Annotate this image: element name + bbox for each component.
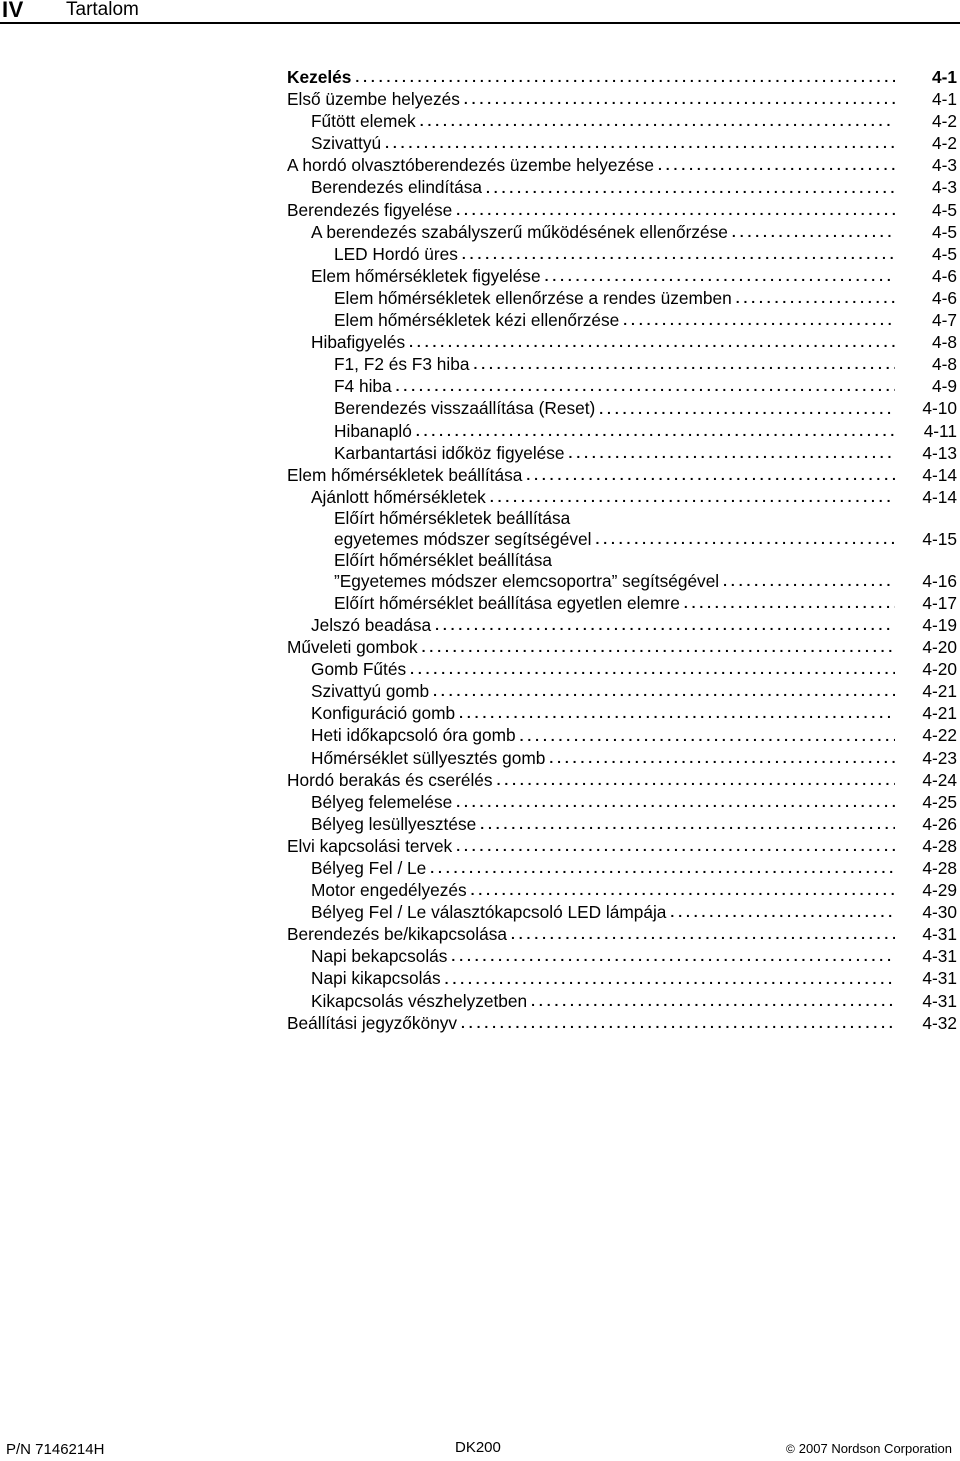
toc-entry-page: 4-22 <box>922 725 957 746</box>
toc-entry-page: 4-26 <box>922 813 957 834</box>
copyright-text: 2007 Nordson Corporation <box>798 1441 952 1456</box>
toc-entry-title: Napi kikapcsolás <box>311 968 441 989</box>
toc-entry-title: Berendezés be/kikapcsolása <box>287 924 507 945</box>
toc-entry-title: Berendezés elindítása <box>311 177 483 198</box>
toc-entry-label <box>311 265 541 287</box>
toc-entry[interactable] <box>287 265 959 287</box>
toc-entry-page: 4-9 <box>932 376 957 397</box>
toc-entry-title: Előírt hőmérséklet beállítása egyetlen elemre <box>334 592 680 613</box>
toc-entry-label <box>334 442 565 464</box>
toc-entry-label <box>287 769 493 791</box>
dot-leader <box>422 636 895 658</box>
dot-leader <box>456 835 895 857</box>
toc-entry[interactable] <box>287 442 959 464</box>
dot-leader <box>456 791 895 813</box>
toc-entry-label <box>311 702 455 724</box>
toc-entry-page: 4-2 <box>932 133 957 154</box>
toc-entry-label <box>311 857 426 879</box>
toc-entry-title: Bélyeg Fel / Le <box>311 858 427 878</box>
toc-entry-title: Motor engedélyezés <box>311 880 467 901</box>
toc-entry[interactable] <box>287 221 959 243</box>
toc-entry-label <box>311 331 405 353</box>
dot-leader <box>471 879 895 901</box>
dot-leader <box>464 88 895 110</box>
toc-entry[interactable] <box>287 813 959 835</box>
toc-entry-label <box>287 636 418 658</box>
toc-entry-page: 4-21 <box>922 681 957 702</box>
toc-entry[interactable] <box>287 420 959 442</box>
toc-entry-label <box>334 375 392 397</box>
dot-leader <box>420 110 895 132</box>
toc-entry-label <box>334 243 458 265</box>
toc-entry-title: Hőmérséklet süllyesztés gomb <box>311 747 546 768</box>
toc-entry[interactable] <box>287 702 959 724</box>
toc-entry[interactable] <box>287 636 959 658</box>
section-title: Tartalom <box>66 0 139 20</box>
toc-entry[interactable] <box>287 508 959 550</box>
dot-leader <box>569 442 895 464</box>
toc-entry-title: Ajánlott hőmérsékletek <box>311 486 486 507</box>
toc-entry-title: Hordó berakás és cserélés <box>287 769 493 790</box>
toc-entry-label <box>334 397 595 419</box>
toc-entry-label <box>311 176 482 198</box>
toc-entry-title: Elem hőmérsékletek figyelése <box>311 265 541 286</box>
toc-entry-title: Beállítási jegyzőkönyv <box>287 1012 458 1033</box>
toc-entry-page: 4-5 <box>932 243 957 264</box>
dot-leader <box>623 309 895 331</box>
toc-entry-label <box>311 614 431 636</box>
dot-leader <box>486 177 895 199</box>
toc-entry-page: 4-1 <box>932 89 957 110</box>
toc-entry-page: 4-2 <box>932 111 957 132</box>
dot-leader <box>396 375 895 397</box>
dot-leader <box>497 769 895 791</box>
toc-entry-page: 4-20 <box>922 659 957 680</box>
dot-leader <box>490 486 895 508</box>
toc-entry-title: Karbantartási időköz figyelése <box>334 442 565 463</box>
toc-entry[interactable] <box>287 769 959 791</box>
toc-entry[interactable] <box>287 375 959 397</box>
toc-entry[interactable] <box>287 66 959 88</box>
toc-entry-page: 4-30 <box>922 902 957 923</box>
toc-entry-title: Berendezés figyelése <box>287 199 453 220</box>
toc-entry-page: 4-15 <box>922 528 957 549</box>
toc-entry-page: 4-6 <box>932 287 957 308</box>
toc-entry-label <box>334 550 719 592</box>
toc-entry-title: egyetemes módszer segítségével <box>334 528 592 549</box>
toc-entry-page: 4-32 <box>922 1012 957 1033</box>
toc-entry-label <box>311 221 728 243</box>
toc-entry-page: 4-31 <box>922 968 957 989</box>
toc-entry-label <box>311 813 476 835</box>
dot-leader <box>599 398 895 420</box>
dot-leader <box>416 420 895 442</box>
dot-leader <box>456 199 895 221</box>
toc-entry[interactable] <box>287 88 959 110</box>
toc-entry-label <box>287 199 452 221</box>
dot-leader <box>433 680 895 702</box>
toc-entry[interactable] <box>287 901 959 923</box>
model-name: DK200 <box>455 1439 501 1456</box>
toc-entry-title: LED Hordó üres <box>334 243 458 264</box>
toc-entry-page: 4-14 <box>922 464 957 485</box>
dot-leader <box>435 614 895 636</box>
toc-entry[interactable] <box>287 945 959 967</box>
toc-entry[interactable] <box>287 835 959 857</box>
dot-leader <box>520 725 895 747</box>
toc-entry-page: 4-25 <box>922 791 957 812</box>
dot-leader <box>385 132 895 154</box>
toc-entry[interactable] <box>287 857 959 879</box>
toc-entry[interactable] <box>287 353 959 375</box>
chapter-number: IV <box>2 0 24 22</box>
dot-leader <box>355 66 895 88</box>
page-footer <box>0 1432 960 1461</box>
toc-entry[interactable] <box>287 592 959 614</box>
toc-entry-title: Műveleti gombok <box>287 637 418 658</box>
toc-entry-title: Bélyeg lesüllyesztése <box>311 813 477 834</box>
toc-entry-title: Gomb Fűtés <box>311 659 407 680</box>
toc-entry-label <box>334 508 591 550</box>
dot-leader <box>451 945 895 967</box>
toc-entry-title: ”Egyetemes módszer elemcsoportra” segítségével <box>334 570 720 591</box>
toc-entry[interactable] <box>287 243 959 265</box>
dot-leader <box>473 353 895 375</box>
toc-entry-label <box>311 658 406 680</box>
toc-entry-label <box>311 901 666 923</box>
dot-leader <box>480 813 895 835</box>
toc-entry-label <box>287 154 654 176</box>
toc-entry-label <box>334 420 412 442</box>
toc-entry[interactable] <box>287 923 959 945</box>
toc-entry-page: 4-14 <box>922 486 957 507</box>
toc-entry-page: 4-31 <box>922 946 957 967</box>
dot-leader <box>531 990 895 1012</box>
toc-entry[interactable] <box>287 967 959 989</box>
toc-entry[interactable] <box>287 1012 959 1034</box>
toc-entry-label <box>311 945 447 967</box>
toc-entry[interactable] <box>287 550 959 592</box>
toc-entry-page: 4-31 <box>922 990 957 1011</box>
toc-entry-page: 4-7 <box>932 310 957 331</box>
dot-leader <box>723 570 895 592</box>
toc-entry-title: Heti időkapcsoló óra gomb <box>311 725 516 746</box>
part-number: P/N 7146214H <box>6 1441 105 1458</box>
toc-entry-page: 4-17 <box>922 592 957 613</box>
toc-entry-page: 4-11 <box>923 420 957 441</box>
toc-entry-label <box>287 464 522 486</box>
toc-entry-label <box>287 835 452 857</box>
toc-entry[interactable] <box>287 791 959 813</box>
toc-entry-label <box>311 486 486 508</box>
toc-entry-title: A berendezés szabályszerű működésének ellenőrzése <box>311 221 728 242</box>
toc-entry-page: 4-3 <box>932 155 957 176</box>
toc-entry-label <box>287 88 460 110</box>
toc-entry-page: 4-16 <box>922 570 957 591</box>
dot-leader <box>462 243 895 265</box>
toc-entry-title: Kikapcsolás vészhelyzetben <box>311 990 528 1011</box>
toc-entry[interactable] <box>287 486 959 508</box>
header-rule <box>0 22 960 24</box>
dot-leader <box>459 702 895 724</box>
dot-leader <box>658 154 895 176</box>
toc-entry[interactable] <box>287 397 959 419</box>
toc-entry-label <box>311 680 429 702</box>
toc-entry-title: Fűtött elemek <box>311 111 416 132</box>
toc-entry-title: Elvi kapcsolási tervek <box>287 835 453 856</box>
toc-entry-label <box>334 287 732 309</box>
toc-entry-title: Berendezés visszaállítása (Reset) <box>334 398 596 419</box>
toc-entry-pretitle: Előírt hőmérséklet beállítása <box>334 549 553 570</box>
toc-entry[interactable] <box>287 747 959 769</box>
toc-entry-page: 4-10 <box>922 398 957 419</box>
toc-entry-label <box>311 724 516 746</box>
toc-entry[interactable] <box>287 464 959 486</box>
toc-entry-page: 4-13 <box>922 442 957 463</box>
table-of-contents <box>287 66 959 1034</box>
toc-entry[interactable] <box>287 110 959 132</box>
toc-entry-page: 4-6 <box>932 265 957 286</box>
toc-entry-title: Szivattyú gomb <box>311 681 430 702</box>
toc-entry[interactable] <box>287 331 959 353</box>
toc-entry-title: A hordó olvasztóberendezés üzembe helyezése <box>287 155 654 176</box>
toc-entry[interactable] <box>287 879 959 901</box>
toc-entry-page: 4-8 <box>932 354 957 375</box>
toc-entry-title: Bélyeg Fel / Le választókapcsoló LED lámpája <box>311 902 667 923</box>
toc-entry-label <box>287 923 507 945</box>
toc-entry-title: Napi bekapcsolás <box>311 946 448 967</box>
toc-entry-title: Kezelés <box>287 67 352 87</box>
toc-entry[interactable] <box>287 287 959 309</box>
dot-leader <box>732 221 895 243</box>
dot-leader <box>595 528 895 550</box>
toc-entry-title: Elem hőmérsékletek beállítása <box>287 464 523 485</box>
toc-entry-title: Hibafigyelés <box>311 332 406 353</box>
toc-entry-label <box>311 879 467 901</box>
toc-entry[interactable] <box>287 680 959 702</box>
toc-entry-title: Jelszó beadása <box>311 614 432 635</box>
toc-entry-page: 4-5 <box>932 221 957 242</box>
dot-leader <box>409 331 895 353</box>
toc-entry-page: 4-21 <box>922 703 957 724</box>
toc-entry-title: F1, F2 és F3 hiba <box>334 354 470 375</box>
toc-entry[interactable] <box>287 199 959 221</box>
toc-entry-title: Szivattyú <box>311 133 382 154</box>
toc-entry-title: Bélyeg felemelése <box>311 791 453 812</box>
dot-leader <box>736 287 895 309</box>
toc-entry-label <box>334 309 619 331</box>
toc-entry-title: Elem hőmérsékletek ellenőrzése a rendes üzemben <box>334 287 732 308</box>
dot-leader <box>511 923 895 945</box>
dot-leader <box>410 658 895 680</box>
toc-entry-page: 4-28 <box>922 835 957 856</box>
dot-leader <box>670 901 895 923</box>
toc-entry-title: Konfiguráció gomb <box>311 703 456 724</box>
toc-entry-page: 4-24 <box>922 769 957 790</box>
toc-entry-title: Hibanapló <box>334 420 412 441</box>
toc-entry-label <box>311 791 452 813</box>
toc-entry[interactable] <box>287 154 959 176</box>
dot-leader <box>684 592 895 614</box>
toc-entry-page: 4-20 <box>922 637 957 658</box>
toc-entry-label <box>311 967 441 989</box>
toc-entry-pretitle: Előírt hőmérsékletek beállítása <box>334 507 571 528</box>
copyright-symbol: © <box>785 1442 795 1456</box>
toc-entry-title: F4 hiba <box>334 376 392 397</box>
dot-leader <box>545 265 895 287</box>
toc-entry[interactable] <box>287 309 959 331</box>
toc-entry-page: 4-29 <box>922 880 957 901</box>
toc-entry-page: 4-23 <box>922 747 957 768</box>
toc-entry-label <box>334 592 680 614</box>
toc-entry-title: Első üzembe helyezés <box>287 89 460 110</box>
toc-entry-title: Elem hőmérsékletek kézi ellenőrzése <box>334 310 620 331</box>
toc-entry-page: 4-28 <box>922 858 957 878</box>
toc-entry-label <box>287 66 351 88</box>
toc-entry-page: 4-5 <box>932 199 957 220</box>
toc-entry-label <box>334 353 469 375</box>
toc-entry[interactable] <box>287 990 959 1012</box>
toc-entry-page: 4-1 <box>932 67 957 87</box>
dot-leader <box>526 464 895 486</box>
toc-entry[interactable] <box>287 724 959 746</box>
dot-leader <box>445 968 895 990</box>
toc-entry-page: 4-19 <box>922 614 957 635</box>
toc-entry-page: 4-31 <box>922 924 957 945</box>
toc-entry[interactable] <box>287 176 959 198</box>
toc-entry-page: 4-3 <box>932 177 957 198</box>
toc-entry-page: 4-8 <box>932 332 957 353</box>
toc-entry[interactable] <box>287 658 959 680</box>
dot-leader <box>430 857 895 879</box>
dot-leader <box>549 747 895 769</box>
toc-entry[interactable] <box>287 132 959 154</box>
toc-entry-label <box>311 110 416 132</box>
copyright <box>786 1441 952 1456</box>
page-header <box>0 0 960 22</box>
toc-entry[interactable] <box>287 614 959 636</box>
toc-entry-label <box>287 1012 457 1034</box>
toc-entry-label <box>311 990 527 1012</box>
dot-leader <box>461 1012 895 1034</box>
toc-entry-label <box>311 132 381 154</box>
toc-entry-label <box>311 747 545 769</box>
